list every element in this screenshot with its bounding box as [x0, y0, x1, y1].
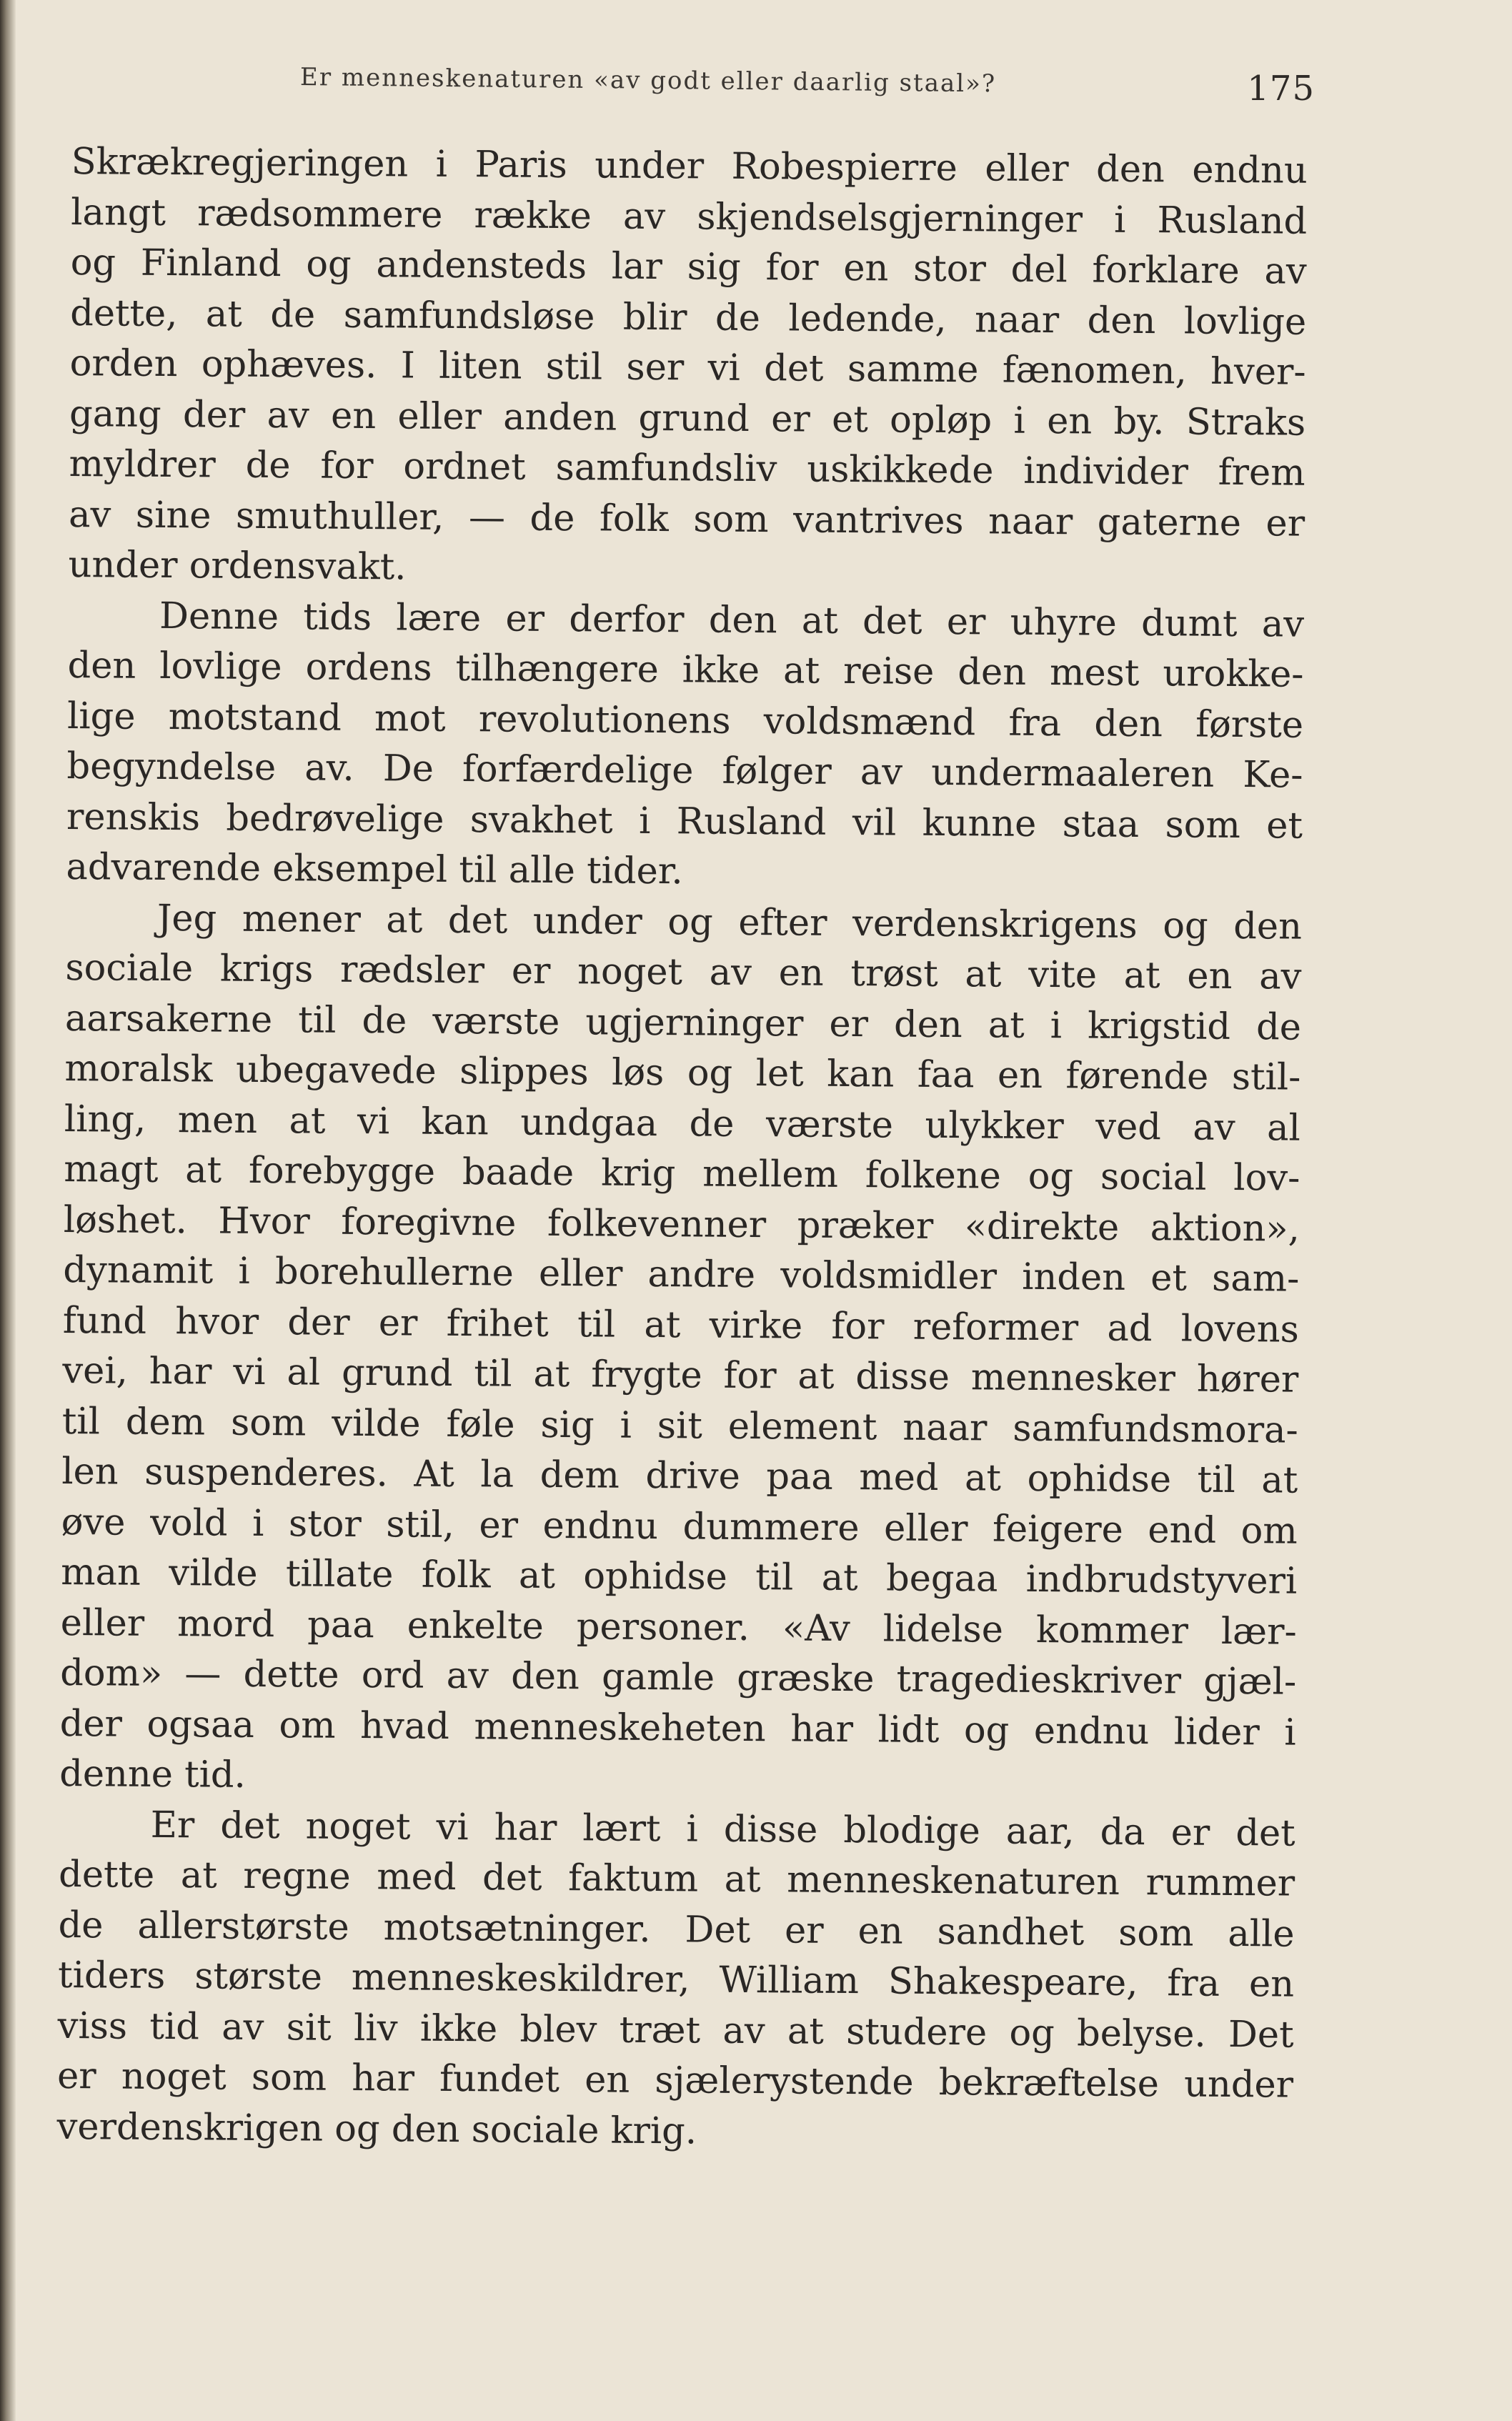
text-line: og Finland og andensteds lar sig for en stor del forklare av: [70, 241, 1307, 293]
text-line: Jeg mener at det under og efter verdenskrigens og den: [156, 897, 1303, 948]
text-line: moralsk ubegavede slippes løs og let kan faa en førende stil-: [64, 1047, 1301, 1099]
text-line: ling, men at vi kan undgaa de værste ulykker ved av al: [64, 1098, 1301, 1150]
text-line: under ordensvakt.: [68, 543, 407, 589]
text-line: dette, at de samfundsløse blir de ledende, naar den lovlige: [69, 292, 1307, 344]
text-line: Denne tids lære er derfor den at det er uhyre dumt av: [159, 595, 1305, 646]
text-line: av sine smuthuller, — de folk som vantrives naar gaterne er: [68, 493, 1305, 545]
text-line: fund hvor der er frihet til at virke for reformer ad lovens: [62, 1299, 1300, 1351]
text-line: til dem som vilde føle sig i sit element naar samfundsmora-: [61, 1400, 1298, 1452]
text-line: de allerstørste motsætninger. Det er en sandhet som alle: [58, 1904, 1295, 1956]
text-line: øve vold i stor stil, er endnu dummere eller feigere end om: [61, 1501, 1298, 1553]
text-line: renskis bedrøvelige svakhet i Rusland vil kunne staa som et: [66, 795, 1303, 847]
paragraph-1: [68, 137, 1308, 600]
paragraph-2: [66, 590, 1304, 902]
text-line: len suspenderes. At la dem drive paa med at ophidse til at: [61, 1450, 1298, 1502]
text-line: Er det noget vi har lært i disse blodige aar, da er det: [150, 1804, 1295, 1855]
text-line: sociale krigs rædsler er noget av en trøst at vite at en av: [65, 946, 1302, 998]
text-line: vei, har vi al grund til at frygte for at disse mennesker hører: [62, 1349, 1299, 1401]
text-line: aarsakerne til de værste ugjerninger er den at i krigstid de: [64, 997, 1302, 1049]
text-line: viss tid av sit liv ikke blev træt av at studere og belyse. Det: [57, 2004, 1294, 2057]
text-line: denne tid.: [59, 1752, 246, 1796]
text-line: myldrer de for ordnet samfundsliv uskikkede individer frem: [69, 442, 1305, 494]
text-line: begyndelse av. De forfærdelige følger av undermaaleren Ke-: [66, 745, 1303, 797]
text-line: dynamit i borehullerne eller andre voldsmidler inden et sam-: [63, 1248, 1300, 1301]
text-line: lige motstand mot revolutionens voldsmænd fra den første: [66, 695, 1304, 747]
page-header: [300, 59, 1315, 116]
text-line: dette at regne med det faktum at menneskenaturen rummer: [58, 1853, 1295, 1905]
text-line: orden ophæves. I liten stil ser vi det samme fænomen, hver-: [69, 342, 1306, 394]
text-line: Skrækregjeringen i Paris under Robespierre eller den endnu: [71, 140, 1308, 192]
text-line: tiders største menneskeskildrer, William Shakespeare, fra en: [57, 1954, 1295, 2006]
running-title: Er menneskenaturen «av godt eller daarlig staal»?: [299, 63, 997, 99]
text-line: gang der av en eller anden grund er et opløp i en by. Straks: [69, 392, 1306, 444]
body-text: [56, 137, 1308, 2162]
text-line: man vilde tillate folk at ophidse til at begaa indbrudstyveri: [61, 1551, 1298, 1603]
text-line: dom» — dette ord av den gamle græske tragedieskriver gjæl-: [60, 1651, 1297, 1704]
text-line: den lovlige ordens tilhængere ikke at reise den mest urokke-: [67, 644, 1304, 696]
text-line: eller mord paa enkelte personer. «Av lidelse kommer lær-: [60, 1601, 1297, 1654]
page-gutter-shadow: [0, 0, 16, 2421]
text-line: langt rædsommere række av skjendselsgjerninger i Rusland: [71, 191, 1308, 243]
paragraph-3: [59, 893, 1302, 1809]
page-number: 175: [1247, 69, 1315, 109]
text-line: verdenskrigen og den sociale krig.: [56, 2105, 697, 2152]
text-line: magt at forebygge baade krig mellem folkene og social lov-: [64, 1148, 1300, 1200]
text-line: advarende eksempel til alle tider.: [66, 845, 683, 893]
text-line: der ogsaa om hvad menneskeheten har lidt og endnu lider i: [59, 1702, 1296, 1754]
text-line: er noget som har fundet en sjælerystende bekræftelse under: [56, 2054, 1294, 2107]
paragraph-4: [56, 1799, 1295, 2161]
text-line: løshet. Hvor foregivne folkevenner præker «direkte aktion»,: [63, 1198, 1300, 1251]
